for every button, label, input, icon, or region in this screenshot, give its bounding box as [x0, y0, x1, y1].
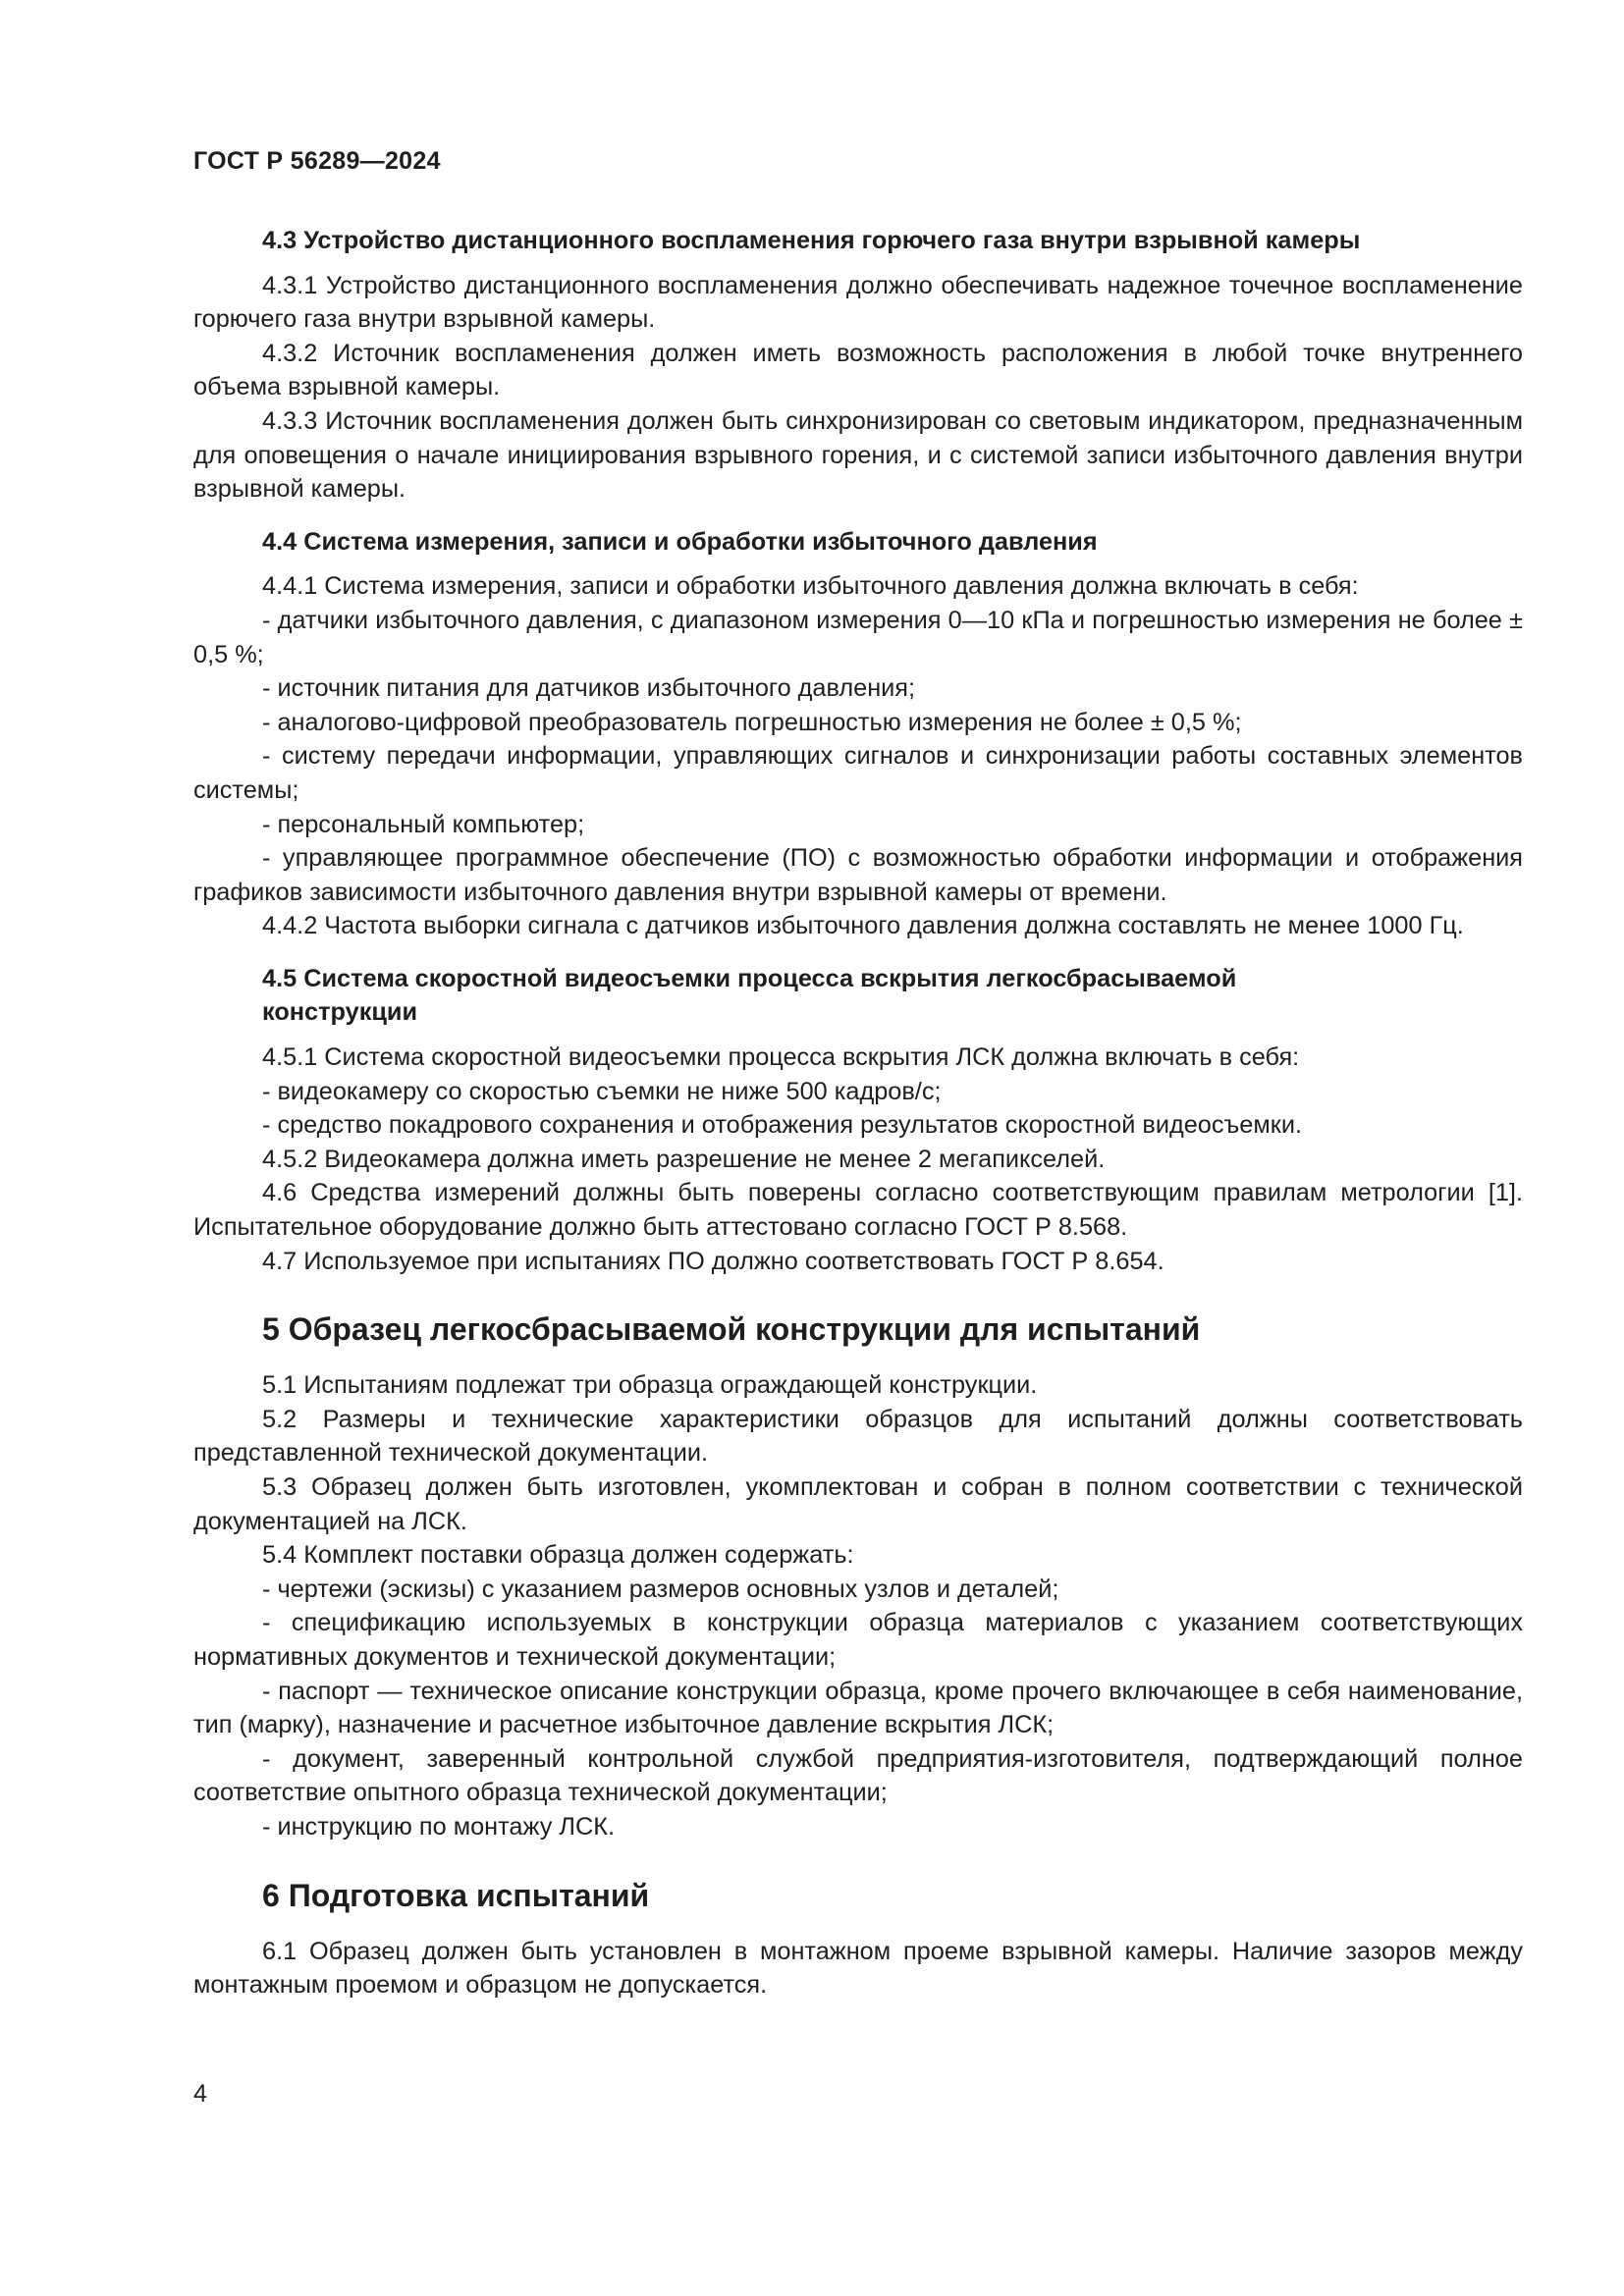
paragraph-4-3-2: 4.3.2 Источник воспламенения должен иметь возможность расположения в любой точке внутреннего объема взрывной камеры.: [193, 339, 1523, 401]
list-item: - источник питания для датчиков избыточного давления;: [262, 674, 916, 703]
paragraph-4-5-1: 4.5.1 Система скоростной видеосъемки процесса вскрытия ЛСК должна включать в себя:: [262, 1043, 1300, 1072]
list-item: - систему передачи информации, управляющих сигналов и синхронизации работы составных элементов системы;: [193, 742, 1523, 804]
page-number: 4: [193, 2080, 207, 2108]
paragraph-4-6: 4.6 Средства измерений должны быть поверены согласно соответствующим правилам метрологии [1]. Испытательное оборудование должно быть аттестовано согласно ГОСТ Р 8.568.: [193, 1179, 1523, 1242]
list-item: - чертежи (эскизы) с указанием размеров основных узлов и деталей;: [262, 1575, 1059, 1603]
paragraph-4-4-2: 4.4.2 Частота выборки сигнала с датчиков избыточного давления должна составлять не менее 1000 Гц.: [262, 912, 1464, 940]
section-5-heading: 5 Образец легкосбрасываемой конструкции для испытаний: [262, 1311, 1201, 1348]
paragraph-4-7: 4.7 Используемое при испытаниях ПО должно соответствовать ГОСТ Р 8.654.: [262, 1247, 1164, 1275]
paragraph-4-3-1: 4.3.1 Устройство дистанционного воспламенения должно обеспечивать надежное точечное воспламенение горючего газа внутри взрывной камеры.: [193, 271, 1523, 334]
section-6-heading: 6 Подготовка испытаний: [262, 1877, 650, 1913]
document-body: [193, 224, 1523, 2002]
section-4-5-heading-line1: 4.5 Система скоростной видеосъемки процесса вскрытия легкосбрасываемой: [262, 964, 1237, 992]
paragraph-5-4: 5.4 Комплект поставки образца должен содержать:: [262, 1541, 854, 1570]
paragraph-4-4-1: 4.4.1 Система измерения, записи и обработки избыточного давления должна включать в себя:: [262, 572, 1359, 601]
list-item: - спецификацию используемых в конструкции образца материалов с указанием соответствующих нормативных документов и технической документации;: [193, 1609, 1523, 1671]
list-item: - видеокамеру со скоростью съемки не ниже 500 кадров/с;: [262, 1077, 942, 1105]
list-item: - средство покадрового сохранения и отображения результатов скоростной видеосъемки.: [262, 1111, 1302, 1140]
paragraph-5-1: 5.1 Испытаниям подлежат три образца ограждающей конструкции.: [262, 1371, 1038, 1400]
section-4-3-heading: 4.3 Устройство дистанционного воспламенения горючего газа внутри взрывной камеры: [262, 227, 1361, 254]
section-4-4-heading: 4.4 Система измерения, записи и обработки избыточного давления: [262, 527, 1098, 556]
list-item: - аналогово-цифровой преобразователь погрешностью измерения не более ± 0,5 %;: [262, 708, 1242, 736]
paragraph-5-2: 5.2 Размеры и технические характеристики образцов для испытаний должны соответствовать представленной технической документации.: [193, 1405, 1523, 1468]
document-header: ГОСТ Р 56289—2024: [193, 147, 441, 175]
list-item: - инструкцию по монтажу ЛСК.: [262, 1812, 616, 1841]
section-4-5-heading: [193, 962, 1523, 1030]
paragraph-4-5-2: 4.5.2 Видеокамера должна иметь разрешение не менее 2 мегапикселей.: [262, 1145, 1106, 1173]
paragraph-5-3: 5.3 Образец должен быть изготовлен, укомплектован и собран в полном соответствии с технической документацией на ЛСК.: [193, 1473, 1523, 1535]
list-item: - управляющее программное обеспечение (ПО) с возможностью обработки информации и отображения графиков зависимости избыточного давления внутри взрывной камеры от времени.: [193, 844, 1523, 906]
list-item: - паспорт — техническое описание конструкции образца, кроме прочего включающее в себя наименование, тип (марку), назначение и расчетное избыточное давление вскрытия ЛСК;: [193, 1677, 1523, 1739]
paragraph-6-1: 6.1 Образец должен быть установлен в монтажном проеме взрывной камеры. Наличие зазоров между монтажным проемом и образцом не допускается.: [193, 1937, 1523, 2000]
list-item: - документ, заверенный контрольной службой предприятия-изготовителя, подтверждающий полное соответствие опытного образца технической документации;: [193, 1744, 1523, 1807]
section-4-5-heading-line2: конструкции: [262, 998, 418, 1027]
list-item: - датчики избыточного давления, с диапазоном измерения 0—10 кПа и погрешностью измерения не более ± 0,5 %;: [193, 606, 1523, 668]
paragraph-4-3-3: 4.3.3 Источник воспламенения должен быть синхронизирован со световым индикатором, предназначенным для оповещения о начале инициирования взрывного горения, и с системой записи избыточного давления внутри взрывной камеры.: [193, 406, 1523, 504]
list-item: - персональный компьютер;: [262, 810, 585, 838]
